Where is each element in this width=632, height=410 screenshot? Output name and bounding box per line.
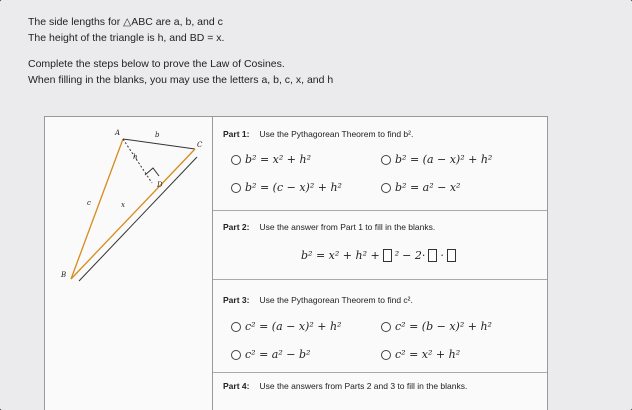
equation-dot: ·: [440, 249, 444, 262]
radio-button[interactable]: [381, 350, 391, 360]
side-a: [71, 149, 195, 279]
vertex-a-label: A: [115, 129, 121, 137]
intro-line-sides: The side lengths for △ABC are a, b, and c: [28, 16, 223, 28]
blank-box-2[interactable]: [428, 249, 437, 262]
part-3-option-3[interactable]: c² = a² − b²: [231, 348, 310, 361]
radio-button[interactable]: [381, 155, 391, 165]
dimension-line: [79, 157, 197, 281]
vertex-b-label: B: [61, 271, 67, 279]
intro-line-instructions: Complete the steps below to prove the Law of Cosines.: [28, 58, 285, 70]
intro-line-height: The height of the triangle is h, and BD = x.: [28, 32, 225, 44]
radio-button[interactable]: [231, 155, 241, 165]
intro-line-letters: When filling in the blanks, you may use the letters a, b, c, x, and h: [28, 74, 334, 86]
side-c-label: c: [87, 199, 91, 207]
part-3-option-4[interactable]: c² = x² + h²: [381, 348, 460, 361]
part-2-section: [213, 211, 547, 280]
blank-box-3[interactable]: [447, 249, 456, 262]
part-4-label: Part 4:: [223, 381, 250, 391]
side-x-label: x: [121, 201, 125, 209]
radio-button[interactable]: [231, 183, 241, 193]
part-1-instruction: Use the Pythagorean Theorem to find b².: [259, 129, 414, 139]
triangle-figure: [45, 117, 213, 410]
right-angle-marker: [145, 168, 159, 176]
vertex-d-label: D: [157, 181, 163, 189]
part-1-option-2[interactable]: b² = (a − x)² + h²: [381, 153, 492, 166]
part-4-instruction: Use the answers from Parts 2 and 3 to fill in the blanks.: [259, 381, 468, 391]
height-line: [123, 139, 152, 183]
equation-minus: − 2·: [402, 249, 426, 262]
proof-card: [44, 116, 548, 410]
blank-square: ²: [394, 249, 400, 262]
side-b: [123, 139, 195, 149]
radio-button[interactable]: [381, 322, 391, 332]
part-3-instruction: Use the Pythagorean Theorem to find c².: [259, 295, 413, 305]
radio-button[interactable]: [231, 322, 241, 332]
radio-button[interactable]: [381, 183, 391, 193]
side-h-label: h: [133, 153, 138, 161]
part-1-option-4[interactable]: b² = a² − x²: [381, 181, 460, 194]
blank-box-1[interactable]: [383, 249, 392, 262]
part-1-option-1[interactable]: b² = x² + h²: [231, 153, 311, 166]
side-c: [71, 139, 123, 279]
vertex-c-label: C: [197, 141, 203, 149]
part-2-label: Part 2:: [223, 222, 250, 232]
part-3-label: Part 3:: [223, 295, 250, 305]
side-b-label: b: [155, 131, 160, 139]
part-1-label: Part 1:: [223, 129, 250, 139]
part-2-equation: [301, 249, 456, 262]
part-3-section: [213, 280, 547, 373]
part-4-section: [213, 373, 547, 410]
part-2-instruction: Use the answer from Part 1 to fill in the blanks.: [259, 222, 436, 232]
part-1-section: [213, 117, 547, 211]
part-1-option-3[interactable]: b² = (c − x)² + h²: [231, 181, 342, 194]
triangle-diagram: [45, 117, 212, 410]
equation-lhs: b² = x² + h² +: [301, 249, 380, 262]
question-intro: [28, 16, 333, 90]
part-3-option-1[interactable]: c² = (a − x)² + h²: [231, 320, 341, 333]
part-3-option-2[interactable]: c² = (b − x)² + h²: [381, 320, 492, 333]
radio-button[interactable]: [231, 350, 241, 360]
